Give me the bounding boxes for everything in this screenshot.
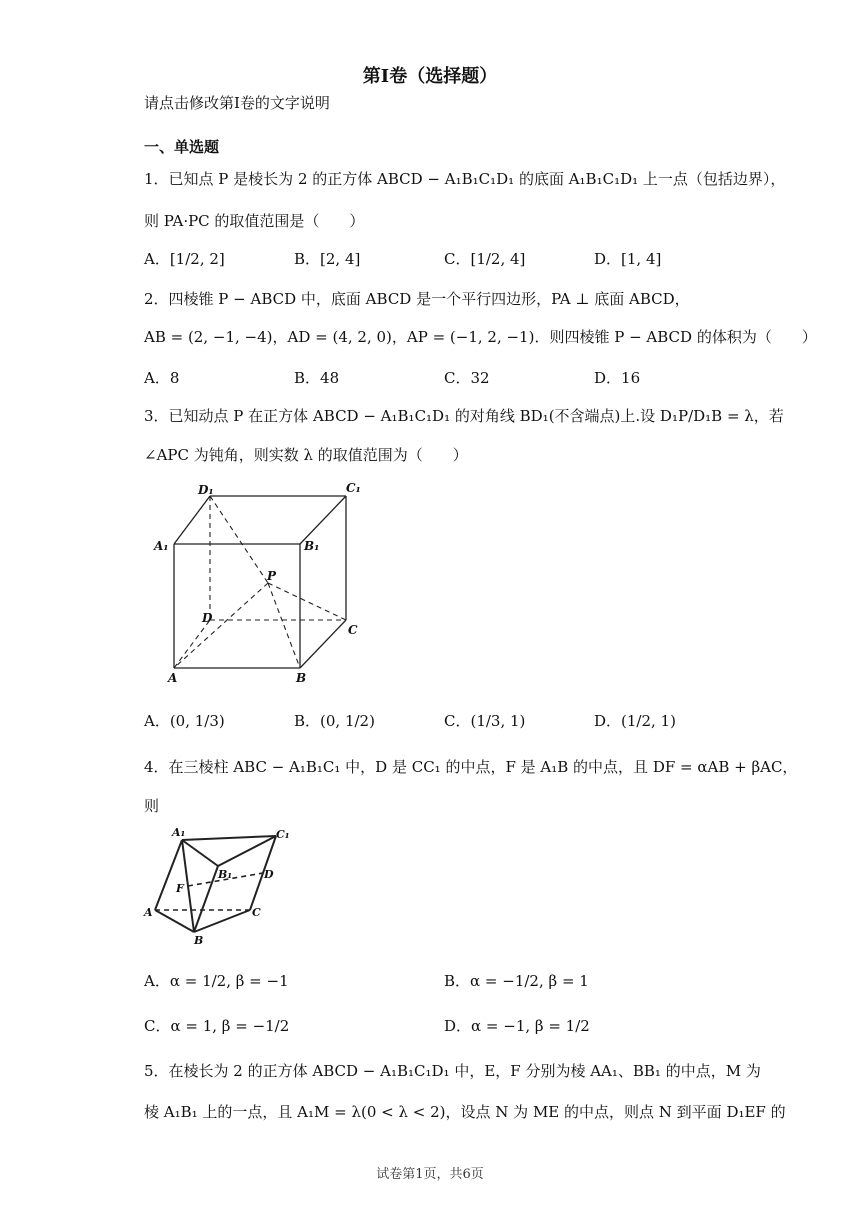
q4-option-c[interactable]: C．α = 1, β = −1/2	[144, 1017, 290, 1035]
q3-label-b: B	[296, 671, 307, 685]
q3-option-c[interactable]: C．(1/3, 1)	[444, 712, 526, 730]
page-footer: 试卷第1页，共6页	[376, 1167, 484, 1182]
section-title: 第Ⅰ卷（选择题）	[362, 66, 498, 87]
q2-stem-line2: AB = (2, −1, −4)，AD = (4, 2, 0)，AP = (−1, 2, −1)．则四棱锥 P − ABCD 的体积为（ ）	[144, 328, 817, 346]
q3-option-a[interactable]: A．(0, 1/3)	[144, 712, 225, 730]
q3-label-a1: A₁	[154, 539, 169, 553]
q4-option-b[interactable]: B．α = −1/2, β = 1	[444, 972, 589, 990]
q2-stem-line1: 2．四棱锥 P − ABCD 中，底面 ABCD 是一个平行四边形，PA ⊥ 底面 ABCD，	[144, 290, 690, 308]
q3-option-b[interactable]: B．(0, 1/2)	[294, 712, 375, 730]
q4-label-a1: A₁	[172, 826, 186, 839]
q3-label-b1: B₁	[304, 539, 320, 553]
q3-label-a: A	[168, 671, 178, 685]
q1-option-d[interactable]: D．[1, 4]	[594, 250, 662, 268]
section-note[interactable]: 请点击修改第I卷的文字说明	[144, 94, 330, 112]
q3-cube-figure	[150, 478, 370, 688]
q3-label-c1: C₁	[346, 481, 361, 495]
q3-label-c: C	[348, 623, 358, 637]
q4-label-a: A	[144, 906, 153, 919]
q4-label-b1: B₁	[218, 868, 233, 881]
q5-stem-line2: 棱 A₁B₁ 上的一点，且 A₁M = λ(0 < λ < 2)，设点 N 为 ME 的中点，则点 N 到平面 D₁EF 的	[144, 1103, 786, 1121]
q4-prism-figure	[140, 826, 300, 950]
q1-stem-line1: 1．已知点 P 是棱长为 2 的正方体 ABCD − A₁B₁C₁D₁ 的底面 A₁B₁C₁D₁ 上一点（包括边界），	[144, 170, 786, 188]
q2-option-a[interactable]: A．8	[144, 369, 180, 387]
q3-label-p: P	[267, 569, 277, 583]
q3-stem-line2: ∠APC 为钝角，则实数 λ 的取值范围为（ ）	[144, 446, 468, 464]
q3-option-d[interactable]: D．(1/2, 1)	[594, 712, 676, 730]
q3-label-d1: D₁	[198, 483, 214, 497]
q5-stem-line1: 5．在棱长为 2 的正方体 ABCD − A₁B₁C₁D₁ 中，E，F 分别为棱 AA₁、BB₁ 的中点，M 为	[144, 1062, 761, 1080]
q1-option-a[interactable]: A．[1/2, 2]	[144, 250, 225, 268]
q4-label-c1: C₁	[276, 828, 290, 841]
q1-stem-line2: 则 PA·PC 的取值范围是（ ）	[144, 212, 365, 230]
q4-label-d: D	[264, 868, 274, 881]
q1-option-b[interactable]: B．[2, 4]	[294, 250, 361, 268]
q1-option-c[interactable]: C．[1/2, 4]	[444, 250, 526, 268]
q3-label-d: D	[202, 611, 213, 625]
q2-option-b[interactable]: B．48	[294, 369, 340, 387]
q3-stem-line1: 3．已知动点 P 在正方体 ABCD − A₁B₁C₁D₁ 的对角线 BD₁(不含端点)上.设 D₁P/D₁B = λ，若	[144, 407, 784, 425]
q4-option-d[interactable]: D．α = −1, β = 1/2	[444, 1017, 590, 1035]
q4-option-a[interactable]: A．α = 1/2, β = −1	[144, 972, 289, 990]
q2-option-c[interactable]: C．32	[444, 369, 490, 387]
q4-stem-line1: 4．在三棱柱 ABC − A₁B₁C₁ 中，D 是 CC₁ 的中点，F 是 A₁B 的中点，且 DF = αAB + βAC，	[144, 758, 798, 776]
q4-label-c: C	[252, 906, 261, 919]
q4-stem-line2: 则	[144, 797, 160, 815]
q4-label-f: F	[176, 882, 184, 895]
q4-label-b: B	[194, 934, 204, 947]
question-type-heading: 一、单选题	[144, 138, 220, 156]
q2-option-d[interactable]: D．16	[594, 369, 641, 387]
